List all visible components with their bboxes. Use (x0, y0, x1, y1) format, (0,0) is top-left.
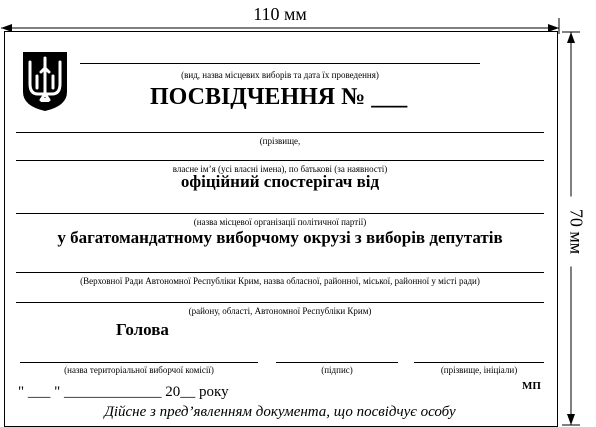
district-text: у багатомандатному виборчому окрузі з виборів депутатів (57, 228, 503, 247)
party-caption: (назва місцевої організації політичної партії) (193, 217, 367, 227)
surname-line (16, 132, 544, 133)
commission-line (20, 362, 258, 363)
stamp-place-label: МП (522, 380, 541, 392)
validity-note: Дійсне з пред’явленням документа, що посвідчує особу (104, 404, 456, 420)
head-label: Голова (116, 320, 169, 339)
observer-role-text: офіційний спостерігач від (180, 172, 380, 191)
election-type-caption: (вид, назва місцевих виборів та дата їх проведення) (181, 70, 379, 80)
initials-caption: (прізвище, ініціали) (440, 365, 518, 375)
initials-line (414, 362, 544, 363)
region-line (16, 302, 544, 303)
width-dimension-label: 110 мм (230, 4, 330, 25)
surname-caption: (прізвище, (259, 136, 301, 146)
name-caption: власне ім’я (усі власні імена), по батькові (за наявності) (172, 164, 388, 174)
sign-caption: (підпис) (321, 365, 353, 375)
election-type-line (80, 63, 480, 64)
sign-line (276, 362, 398, 363)
height-dimension-label: 70 мм (566, 197, 587, 267)
issue-date-line: " ___ " _____________ 20__ року (18, 384, 229, 400)
party-line (16, 213, 544, 214)
region-caption: (району, області, Автономної Республіки Крим) (188, 306, 372, 316)
trident-coat-of-arms-icon (20, 50, 70, 112)
name-line (16, 160, 544, 161)
certificate-title: ПОСВІДЧЕННЯ № ___ (150, 84, 408, 110)
council-line (16, 272, 544, 273)
commission-caption: (назва територіальної виборчої комісії) (64, 365, 214, 375)
council-caption: (Верховної Ради Автономної Республіки Крим, назва обласної, районної, міської, районної у місті ради) (80, 276, 480, 286)
